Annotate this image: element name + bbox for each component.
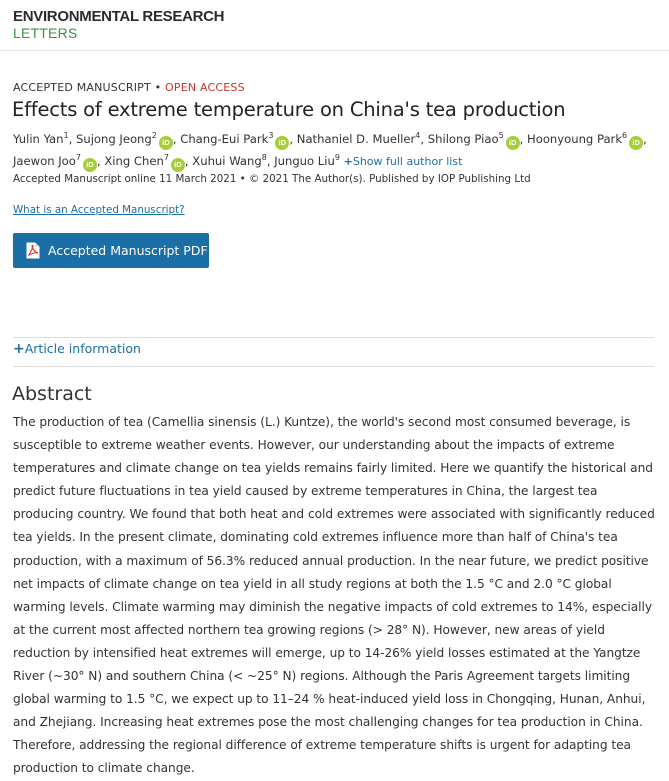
author-separator: ,: [519, 132, 524, 146]
plus-icon: +: [343, 155, 353, 168]
article-kicker: [13, 81, 245, 94]
author-affiliation-number: 7: [75, 153, 81, 162]
author-affiliation-number: 7: [163, 153, 169, 162]
author-affiliation-number: 8: [261, 153, 267, 162]
article-information-label: Article information: [24, 341, 141, 356]
author-name[interactable]: Chang-Eui Park: [180, 132, 269, 146]
author-separator: ,: [96, 154, 101, 168]
orcid-icon[interactable]: iD: [171, 158, 185, 172]
abstract-text: The production of tea (Camellia sinensis (L.) Kuntze), the world's second most consumed beverage, is susceptible to extreme weather events. However, our understanding about the impacts of extreme temperatures and climate change on tea yields remains fairly limited. Here we quantify the historical and predict future fluctuations in tea yield caused by extreme temperatures in China, the largest tea producing country. We found that both heat and cold extremes were associated with significantly reduced tea yields. In the present climate, dominating cold extremes influence more than half of China's tea production, with a maximum of 56.3% reduced annual production. In the near future, we predict positive net impacts of climate change on tea yield in all study regions at both the 1.5 °C and 2.0 °C global warming levels. Climate warming may diminish the negative impacts of cold extremes to 14%, especially at the current most affected northern tea growing regions (> 28° N). However, new areas of yield reduction by intensified heat extremes will emerge, up to 14-26% yield losses estimated at the Yangtze River (~30° N) and southern China (< ~25° N) regions. Although the Paris Agreement targets limiting global warming to 1.5 °C, we expect up to 11–24 % heat-induced yield loss in Chongqing, Hunan, Anhui, and Zhejiang. Increasing heat extremes pose the most challenging changes for tea production in China. Therefore, addressing the regional difference of extreme temperature shifts is urgent for adapting tea production to climate change.: [13, 415, 655, 776]
open-access-label: OPEN ACCESS: [165, 81, 245, 94]
author-name[interactable]: Sujong Jeong: [75, 132, 152, 146]
journal-name-line2: LETTERS: [13, 25, 78, 41]
manuscript-status: ACCEPTED MANUSCRIPT: [13, 81, 151, 94]
orcid-icon[interactable]: iD: [629, 136, 643, 150]
author-separator: ,: [643, 132, 647, 146]
author-separator: ,: [420, 132, 425, 146]
what-is-accepted-manuscript-link[interactable]: What is an Accepted Manuscript?: [13, 204, 185, 216]
author-name[interactable]: Xuhui Wang: [192, 154, 262, 168]
plus-icon: +: [13, 341, 25, 357]
author-name[interactable]: Yulin Yan: [13, 132, 64, 146]
orcid-icon[interactable]: iD: [506, 136, 520, 150]
show-full-author-list-label: Show full author list: [352, 155, 463, 168]
author-name[interactable]: Shilong Piao: [427, 132, 499, 146]
orcid-icon[interactable]: iD: [275, 136, 289, 150]
author-affiliation-number: 3: [268, 131, 274, 140]
author-affiliation-number: 6: [622, 131, 628, 140]
author-entry: [180, 132, 293, 146]
orcid-icon[interactable]: iD: [83, 158, 97, 172]
author-name[interactable]: Hoonyoung Park: [527, 132, 623, 146]
publication-info: Accepted Manuscript online 11 March 2021 • © 2021 The Author(s). Published by IOP Publishing Ltd: [13, 173, 531, 185]
orcid-icon[interactable]: iD: [159, 136, 173, 150]
author-entry: [297, 132, 424, 146]
author-entry: [274, 154, 340, 168]
kicker-separator: •: [150, 81, 166, 94]
author-affiliation-number: 1: [63, 131, 69, 140]
journal-logo[interactable]: [13, 9, 224, 41]
author-entry: [104, 154, 188, 168]
author-name[interactable]: Jaewon Joo: [13, 154, 76, 168]
pdf-icon: [26, 242, 40, 259]
abstract-divider: [13, 366, 654, 367]
author-separator: ,: [266, 154, 271, 168]
author-entry: [13, 154, 101, 168]
accepted-manuscript-pdf-button[interactable]: [13, 233, 209, 268]
author-name[interactable]: Xing Chen: [104, 154, 164, 168]
author-separator: ,: [68, 132, 73, 146]
author-separator: ,: [172, 132, 177, 146]
author-separator: ,: [184, 154, 189, 168]
section-divider: [13, 337, 654, 338]
author-entry: [527, 132, 647, 146]
article-information-toggle[interactable]: [13, 341, 141, 357]
pdf-button-label: Accepted Manuscript PDF: [48, 243, 208, 258]
author-entry: [428, 132, 524, 146]
article-title: Effects of extreme temperature on China's tea production: [12, 98, 566, 121]
header-divider: [0, 50, 669, 51]
author-affiliation-number: 4: [415, 131, 421, 140]
abstract-heading: Abstract: [12, 383, 92, 405]
author-entry: [13, 132, 72, 146]
author-entry: [76, 132, 177, 146]
author-list: [13, 128, 663, 173]
author-affiliation-number: 9: [334, 153, 340, 162]
author-affiliation-number: 2: [151, 131, 157, 140]
author-separator: ,: [289, 132, 294, 146]
author-name[interactable]: Nathaniel D. Mueller: [296, 132, 416, 146]
author-name[interactable]: Junguo Liu: [274, 154, 335, 168]
show-full-author-list-link[interactable]: [344, 155, 463, 168]
author-entry: [192, 154, 270, 168]
journal-name-line1: ENVIRONMENTAL RESEARCH: [13, 8, 225, 25]
author-affiliation-number: 5: [498, 131, 504, 140]
